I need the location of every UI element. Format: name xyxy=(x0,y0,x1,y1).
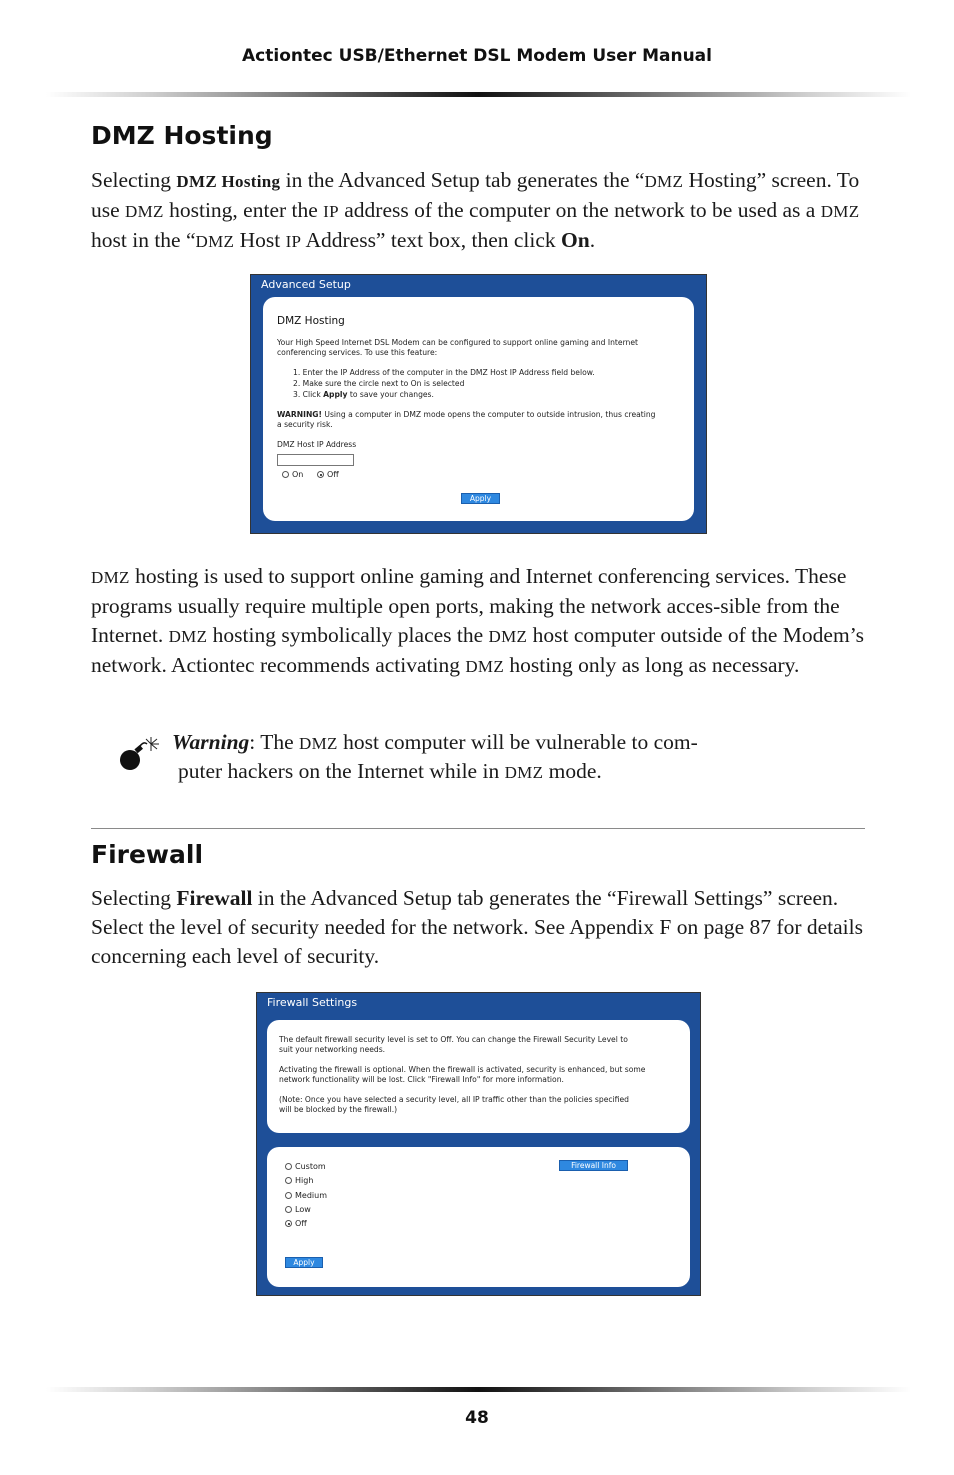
step-1: 1. Enter the IP Address of the computer in the DMZ Host IP Address field below. xyxy=(293,368,595,377)
option-custom[interactable]: Custom xyxy=(285,1162,326,1171)
radio-off-selected[interactable] xyxy=(285,1220,292,1227)
step-2: 2. Make sure the circle next to On is selected xyxy=(293,379,465,388)
info-line: network functionality will be lost. Click "Firewall Info" for more information. xyxy=(279,1075,564,1084)
bomb-icon xyxy=(118,736,166,772)
radio-low[interactable] xyxy=(285,1206,292,1213)
dmz-hosting-screenshot xyxy=(250,274,707,534)
firewall-intro-paragraph: Selecting Firewall in the Advanced Setup tab generates the “Firewall Settings” screen. Select the level of security needed for the network. See Appendix F on page 87 for details concerning each level of security. xyxy=(91,886,863,968)
window-title: Advanced Setup xyxy=(261,278,351,291)
firewall-heading: Firewall xyxy=(91,840,204,869)
radio-on[interactable] xyxy=(282,471,289,478)
warning-line-2: puter hackers on the Internet while in DMZ mode. xyxy=(178,759,602,783)
page-number: 48 xyxy=(465,1408,489,1428)
dmz-host-ip-label: DMZ Host IP Address xyxy=(277,440,357,449)
option-high[interactable]: High xyxy=(285,1176,313,1185)
intro-line: conferencing services. To use this feature: xyxy=(277,348,438,357)
radio-high[interactable] xyxy=(285,1177,292,1184)
window-title: Firewall Settings xyxy=(267,996,358,1009)
apply-button[interactable]: Apply xyxy=(285,1257,323,1268)
firewall-settings-screenshot xyxy=(256,992,701,1296)
dmz-intro-paragraph: Selecting DMZ Hosting in the Advanced Setup tab generates the “DMZ Hosting” screen. To use DMZ hosting, enter the IP address of the computer on the network to be used as a DMZ host in the “DMZ Host IP Address” text box, then click On. xyxy=(91,168,860,252)
firewall-info-button[interactable]: Firewall Info xyxy=(559,1160,628,1171)
option-medium[interactable]: Medium xyxy=(285,1191,327,1200)
firewall-info-panel xyxy=(267,1020,690,1133)
info-line: (Note: Once you have selected a security level, all IP traffic other than the policies specified xyxy=(279,1095,629,1104)
radio-off-option[interactable]: Off xyxy=(317,470,339,479)
radio-on-option[interactable]: On xyxy=(282,470,303,479)
firewall-options-panel xyxy=(267,1147,690,1287)
dmz-panel xyxy=(263,297,694,521)
header-rule xyxy=(46,92,911,97)
pane-title: DMZ Hosting xyxy=(277,315,345,327)
warning-line: a security risk. xyxy=(277,420,333,429)
info-line: will be blocked by the firewall.) xyxy=(279,1105,398,1114)
dmz-hosting-heading: DMZ Hosting xyxy=(91,121,273,150)
radio-off-selected[interactable] xyxy=(317,471,324,478)
info-line: Activating the firewall is optional. When the firewall is activated, security is enhanced, but some xyxy=(279,1065,646,1074)
option-off[interactable]: Off xyxy=(285,1219,307,1228)
option-low[interactable]: Low xyxy=(285,1205,311,1214)
step-3: 3. Click Apply to save your changes. xyxy=(293,390,434,399)
intro-line: Your High Speed Internet DSL Modem can be configured to support online gaming and Internet xyxy=(277,338,639,347)
warning-line-1: Warning: The DMZ host computer will be vulnerable to com- xyxy=(172,730,698,754)
footer-rule xyxy=(46,1387,911,1392)
info-line: The default firewall security level is set to Off. You can change the Firewall Security Level to xyxy=(279,1035,628,1044)
apply-button[interactable]: Apply xyxy=(461,493,500,504)
radio-medium[interactable] xyxy=(285,1192,292,1199)
running-head: Actiontec USB/Ethernet DSL Modem User Manual xyxy=(242,46,712,66)
warning-line: WARNING! Using a computer in DMZ mode opens the computer to outside intrusion, thus creating xyxy=(277,410,656,419)
radio-custom[interactable] xyxy=(285,1163,292,1170)
dmz-host-ip-input[interactable] xyxy=(277,454,354,466)
dmz-body-paragraph: DMZ hosting is used to support online gaming and Internet conferencing services. These programs usually require multiple open ports, making the network acces-sible from the Internet. DMZ hosting symbolically places the DMZ host computer outside of the Modem’s network. Actiontec recommends activating DMZ hosting only as long as necessary. xyxy=(91,564,865,677)
info-line: suit your networking needs. xyxy=(279,1045,386,1054)
section-divider xyxy=(91,828,865,829)
